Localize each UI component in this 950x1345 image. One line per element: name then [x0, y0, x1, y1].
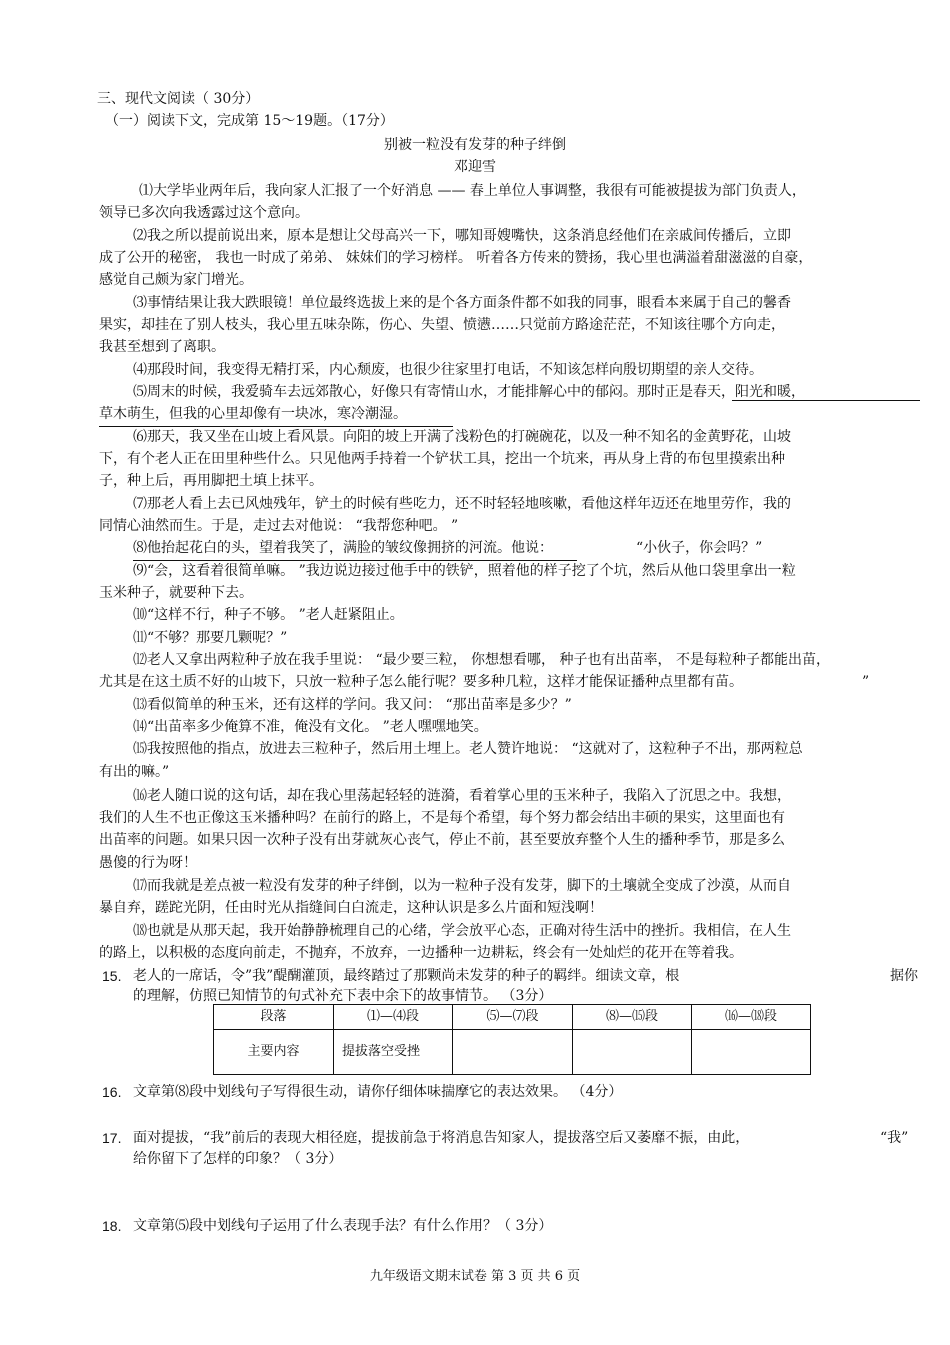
table-header: ⑻—⒂段	[573, 1005, 692, 1030]
question-16-text: 文章第⑻段中划线句子写得很生动，请你仔细体味揣摩它的表达效果。 （4分）	[133, 1084, 623, 1100]
page-footer: 九年级语文期末试卷 第 3 页 共 6 页	[369, 1269, 581, 1284]
question-18-text: 文章第⑸段中划线句子运用了什么表现手法？有什么作用？（ 3分）	[133, 1218, 553, 1234]
article-line: 出苗率的问题。如果只因一次种子没有出芽就灰心丧气，停止不前，甚至要放弃整个人生的播种季节，那是多么	[99, 832, 785, 848]
article-line: 暴自弃，蹉跎光阴，任由时光从指缝间白白流走，这种认识是多么片面和短浅啊！	[99, 900, 603, 916]
article-line: 同情心油然而生。于是，走过去对他说： “我帮您种吧。 ”	[99, 518, 459, 534]
article-line: 玉米种子，就要种下去。	[99, 585, 253, 601]
article-line: 愚傻的行为呀！	[99, 855, 197, 871]
article-line: ⒁“出苗率多少俺算不准，俺没有文化。 ”老人嘿嘿地笑。	[133, 719, 488, 735]
article-line: ”	[862, 674, 870, 690]
article-line: 我们的人生不也正像这玉米播种吗？在前行的路上，不是每个希望，每个努力都会结出丰硕的果实，这里面也有	[99, 810, 785, 826]
article-line: 的路上，以积极的态度向前走，不抛弃，不放弃，一边播种一边耕耘，终会有一处灿烂的花开在等着我。	[99, 945, 743, 961]
table-cell-blank[interactable]	[692, 1030, 811, 1075]
table-cell-blank[interactable]	[453, 1030, 573, 1075]
section-subheading: （一）阅读下文，完成第 15～19题。（17分）	[105, 113, 394, 129]
article-line: ⑹那天，我又坐在山坡上看风景。向阳的坡上开满了浅粉色的打碗碗花，以及一种不知名的金黄野花，山坡	[133, 429, 791, 445]
article-line: 子，种上后，再用脚把土填上抹平。	[99, 473, 323, 489]
section-heading: 三、现代文阅读（ 30分）	[97, 91, 260, 107]
article-line: ⑾“不够？那要几颗呢？”	[133, 630, 288, 646]
article-line: ⑷那段时间，我变得无精打采，内心颓废，也很少往家里打电话，不知该怎样向殷切期望的亲人交待。	[133, 362, 763, 378]
underlined-sentence-para8: ⑻他抬起花白的头，望着我笑了，满脸的皱纹像拥挤的河流。他说：	[133, 537, 577, 561]
question-17-text-2: 给你留下了怎样的印象？（ 3分）	[133, 1151, 343, 1167]
table-header: ⒃—⒅段	[692, 1005, 811, 1030]
article-line: 尤其是在这土质不好的山坡下，只放一粒种子怎么能行呢？要多种几粒，这样才能保证播种点里都有苗。	[99, 674, 743, 690]
article-line: “小伙子，你会吗？”	[636, 540, 763, 556]
article-line: ⒂我按照他的指点，放进去三粒种子，然后用土埋上。老人赞许地说： “这就对了，这粒种子不出，那两粒总	[133, 741, 803, 757]
article-line: 成了公开的秘密， 我也一时成了弟弟、 妹妹们的学习榜样。 听着各方传来的赞扬，我心里也满溢着甜滋滋的自豪，	[99, 250, 813, 266]
underline-segment	[732, 400, 920, 401]
article-line: ⑼“会，这看着很简单嘛。 ”我边说边接过他手中的铁铲，照着他的样子挖了个坑，然后从他口袋里拿出一粒	[133, 563, 796, 579]
question-17-text-end: “我”	[880, 1130, 909, 1146]
article-title: 别被一粒没有发芽的种子绊倒	[384, 137, 566, 153]
table-cell-blank[interactable]	[573, 1030, 692, 1075]
article-line: ⑶事情结果让我大跌眼镜！单位最终选拔上来的是个各方面条件都不如我的同事，眼看本来属于自己的馨香	[133, 295, 791, 311]
article-line: ⑿老人又拿出两粒种子放在我手里说： “最少要三粒， 你想想看哪， 种子也有出苗率， 不是每粒种子都能出苗，	[133, 652, 830, 668]
article-line: ⒄而我就是差点被一粒没有发芽的种子绊倒，以为一粒种子没有发芽，脚下的土壤就全变成了沙漠，从而自	[133, 878, 791, 894]
underlined-sentence-para5: 草木萌生，但我的心里却像有一块冰，寒冷潮湿。	[99, 403, 453, 427]
article-line: ⑴大学毕业两年后，我向家人汇报了一个好消息 —— 春上单位人事调整，我很有可能被提拔为部门负责人，	[139, 183, 806, 199]
article-line: ⒀看似简单的种玉米，还有这样的学问。我又问： “那出苗率是多少？”	[133, 697, 572, 713]
article-line: ⑸周末的时候，我爱骑车去远郊散心，好像只有寄情山水，才能排解心中的郁闷。那时正是春天，阳光和暖，	[133, 384, 805, 400]
article-line: ⑵我之所以提前说出来，原本是想让父母高兴一下，哪知哥嫂嘴快，这条消息经他们在亲戚间传播后，立即	[133, 228, 791, 244]
question-15-number: 15.	[102, 968, 122, 984]
question-17-text: 面对提拔，“我”前后的表现大相径庭，提拔前急于将消息告知家人，提拔落空后又萎靡不振，由此，	[133, 1130, 750, 1146]
article-author: 邓迎雪	[454, 159, 496, 175]
table-header: ⑴—⑷段	[334, 1005, 453, 1030]
plot-summary-table	[213, 1004, 811, 1075]
table-header: ⑸—⑺段	[453, 1005, 573, 1030]
article-line: 果实，却挂在了别人枝头，我心里五味杂陈，伤心、失望、愤懑……只觉前方路途茫茫，不知该往哪个方向走，	[99, 317, 785, 333]
article-line: ⑽“这样不行，种子不够。 ”老人赶紧阻止。	[133, 607, 404, 623]
article-line: ⑺那老人看上去已风烛残年，铲土的时候有些吃力，还不时轻轻地咳嗽，看他这样年迈还在地里劳作，我的	[133, 496, 791, 512]
question-15-text-2: 的理解，仿照已知情节的句式补充下表中余下的故事情节。 （3分）	[133, 988, 553, 1004]
question-15-text: 老人的一席话，令”我”醍醐灌顶，最终踏过了那颗尚未发芽的种子的羁绊。细读文章，根	[133, 968, 680, 984]
question-16-number: 16.	[102, 1084, 122, 1100]
article-line: 有出的嘛。”	[99, 764, 170, 780]
question-15-text-end: 据你	[890, 968, 918, 984]
table-header: 段落	[214, 1005, 334, 1030]
article-line: 我甚至想到了离职。	[99, 339, 225, 355]
question-18-number: 18.	[102, 1218, 122, 1234]
article-line: 下，有个老人正在田里种些什么。只见他两手持着一个铲状工具，挖出一个坑来，再从身上背的布包里摸索出种	[99, 451, 785, 467]
question-17-number: 17.	[102, 1130, 122, 1146]
table-cell: 提拔落空受挫	[334, 1030, 453, 1075]
article-line: 感觉自己颇为家门增光。	[99, 272, 253, 288]
article-line: 领导已多次向我透露过这个意向。	[99, 205, 309, 221]
article-line: ⒃老人随口说的这句话，却在我心里荡起轻轻的涟漪，看着掌心里的玉米种子，我陷入了沉思之中。我想，	[133, 788, 791, 804]
table-row-label: 主要内容	[214, 1030, 334, 1075]
article-line: ⒅也就是从那天起，我开始静静梳理自己的心绪，学会放平心态，正确对待生活中的挫折。我相信，在人生	[133, 923, 791, 939]
